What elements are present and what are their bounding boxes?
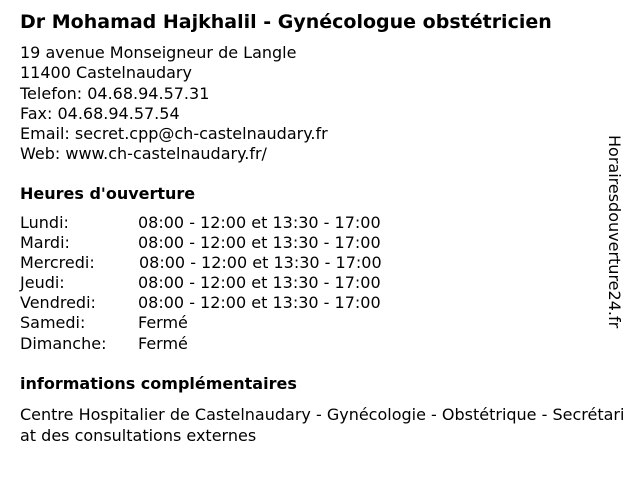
email-address: Email: secret.cpp@ch-castelnaudary.fr	[20, 124, 328, 144]
hours-value: 08:00 - 12:00 et 13:30 - 17:00	[139, 253, 382, 273]
hours-value: Fermé	[138, 313, 188, 333]
address-block	[20, 43, 328, 165]
fax-number: Fax: 04.68.94.57.54	[20, 103, 180, 123]
hours-value: Fermé	[138, 333, 188, 353]
street-address: 19 avenue Monseigneur de Langle	[20, 43, 297, 62]
website: Web: www.ch-castelnaudary.fr/	[20, 144, 267, 164]
phone-number: Telefon: 04.68.94.57.31	[20, 83, 210, 103]
day-label: Vendredi:	[20, 293, 96, 313]
hours-value: 08:00 - 12:00 et 13:30 - 17:00	[138, 233, 381, 253]
day-label: Samedi:	[20, 313, 86, 333]
site-watermark: Horairesdouverture24.fr	[605, 135, 624, 329]
info-heading: informations complémentaires	[20, 374, 297, 393]
hours-value: 08:00 - 12:00 et 13:30 - 17:00	[138, 213, 381, 232]
day-label: Dimanche:	[20, 333, 107, 353]
day-label: Jeudi:	[20, 273, 65, 293]
hours-value: 08:00 - 12:00 et 13:30 - 17:00	[138, 293, 381, 313]
day-label: Lundi:	[20, 213, 69, 232]
page-title: Dr Mohamad Hajkhalil - Gynécologue obstétricien	[20, 11, 552, 33]
hours-value: 08:00 - 12:00 et 13:30 - 17:00	[138, 273, 381, 293]
day-label: Mercredi:	[20, 253, 95, 273]
day-label: Mardi:	[20, 233, 70, 253]
info-text: Centre Hospitalier de Castelnaudary - Gynécologie - Obstétrique - Secrétariat des consultations externes	[20, 405, 625, 445]
hours-heading: Heures d'ouverture	[20, 184, 196, 203]
city-address: 11400 Castelnaudary	[20, 63, 192, 83]
